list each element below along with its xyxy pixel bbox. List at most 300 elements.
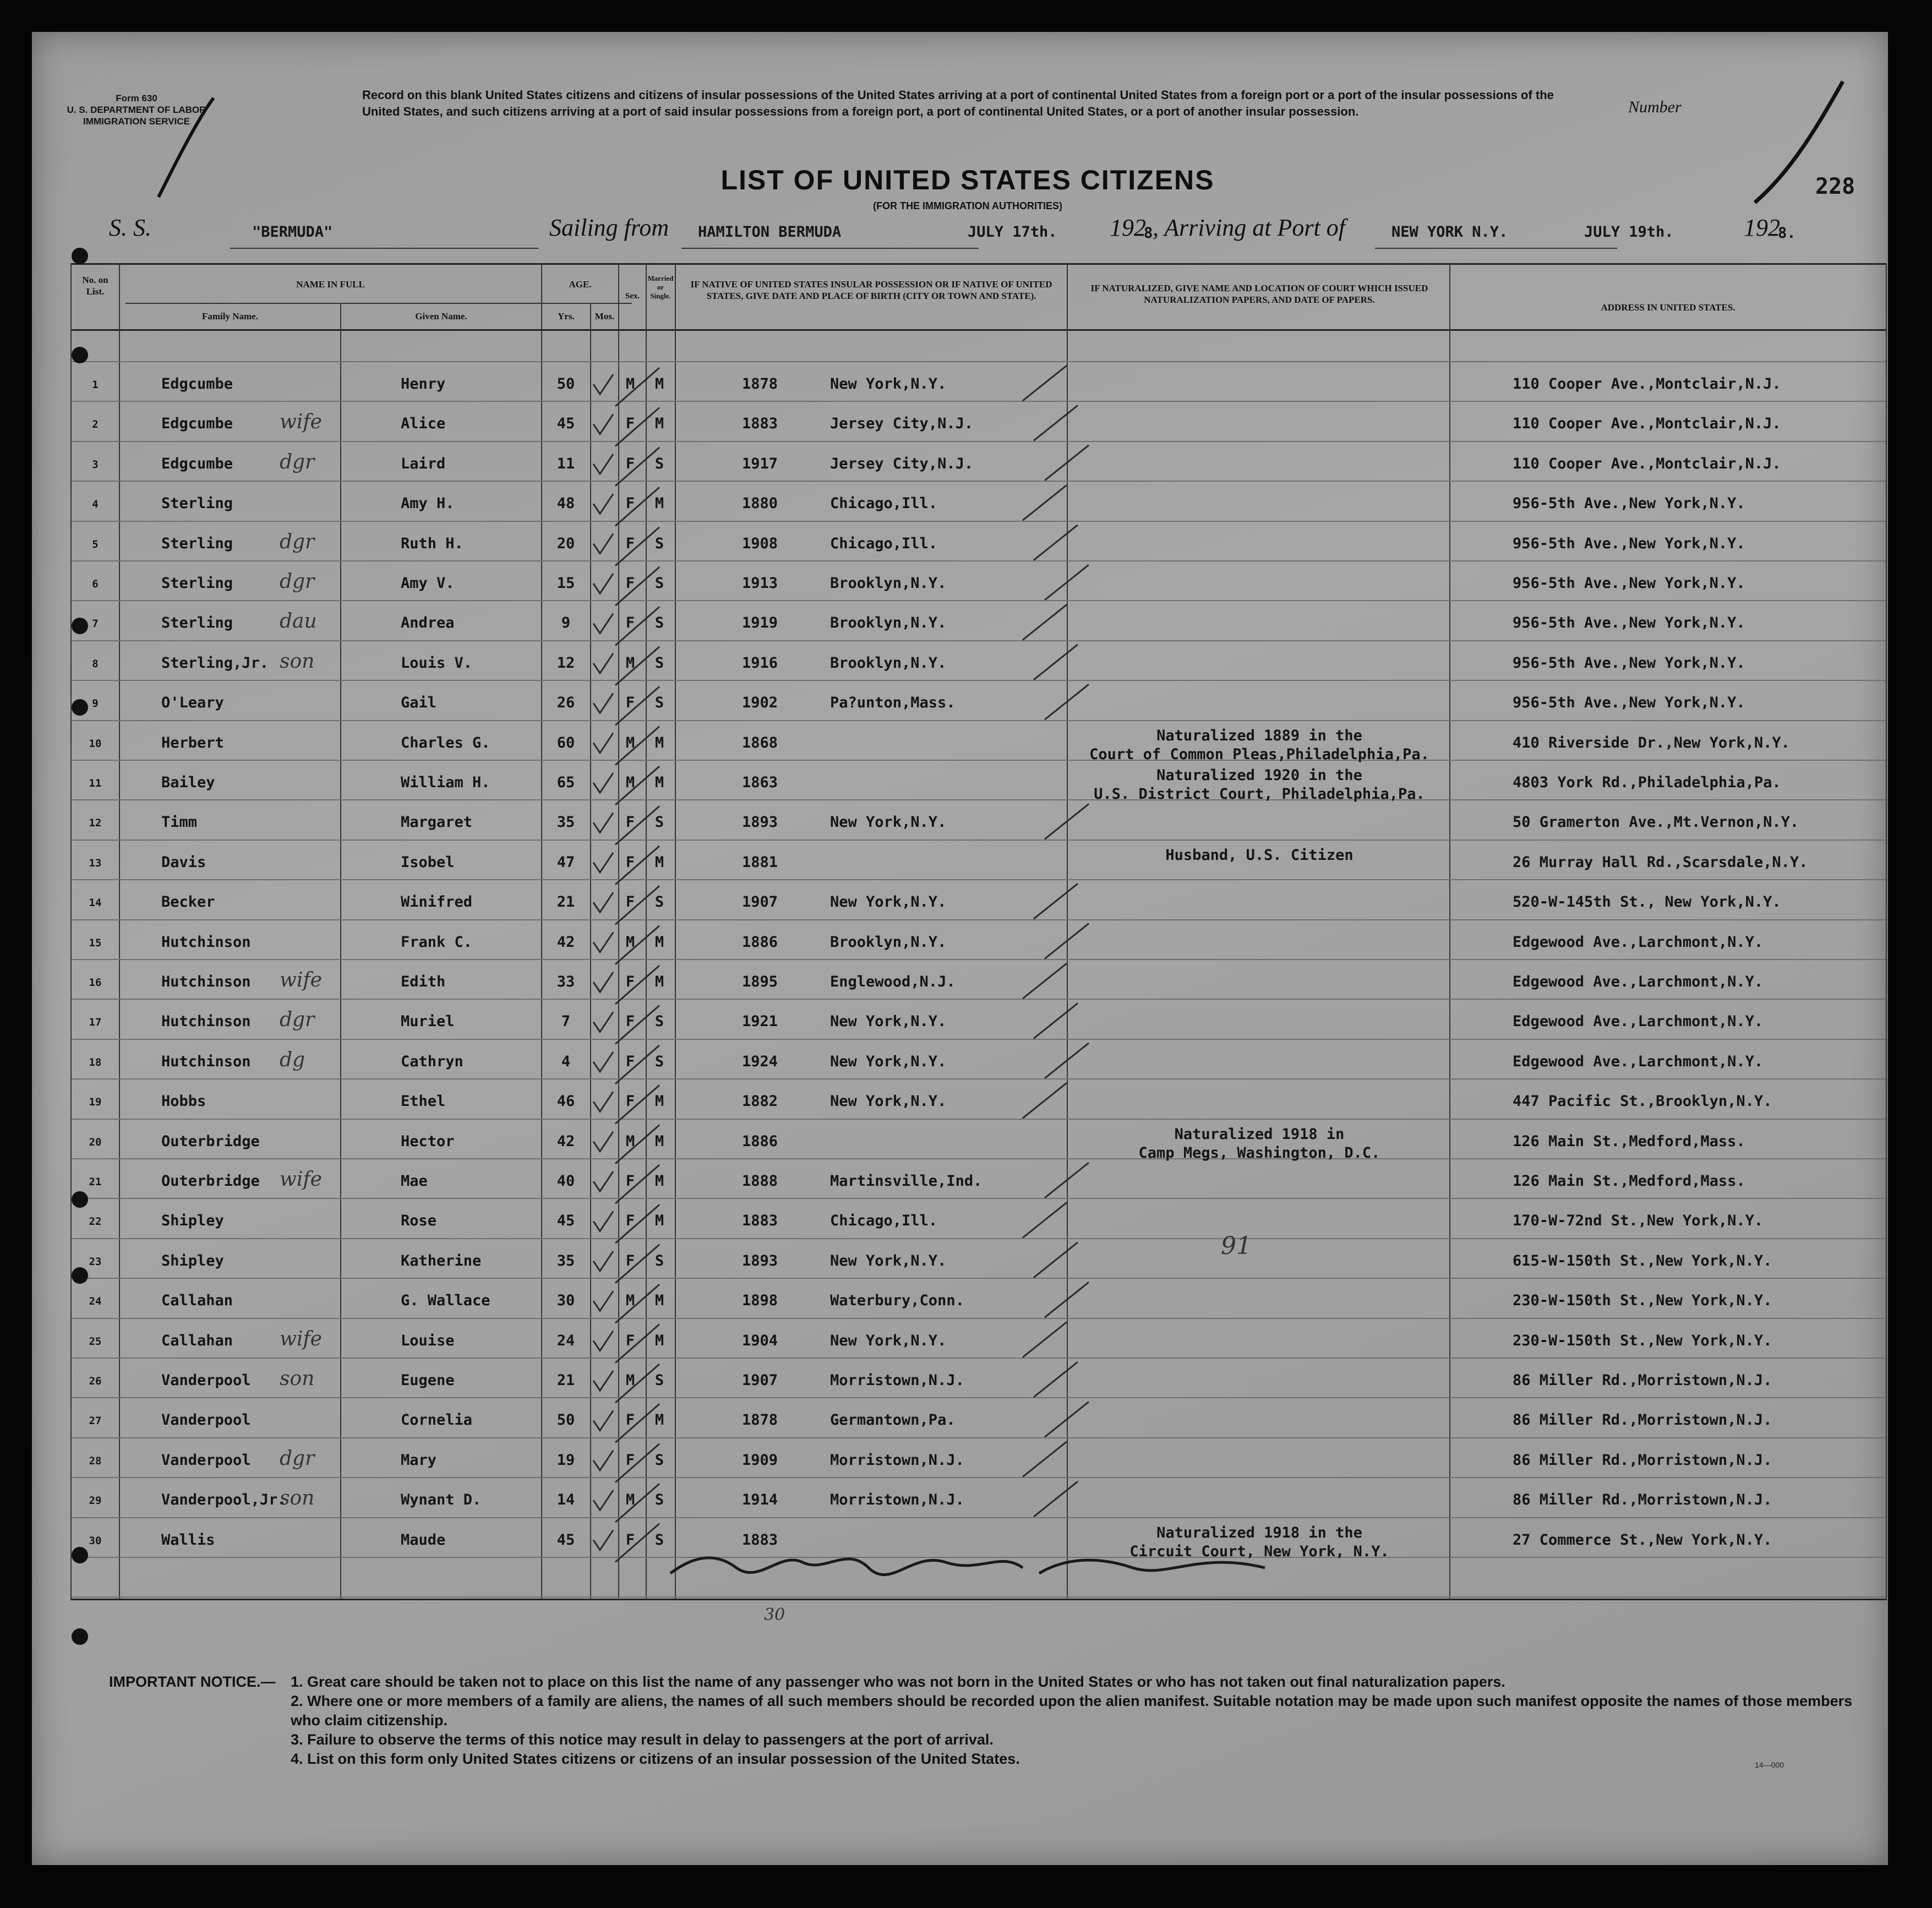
cell-no: 1 <box>92 379 99 391</box>
cell-year: 1883 <box>742 1212 778 1230</box>
cell-given: Hector <box>401 1132 455 1150</box>
verify-slash <box>1023 1202 1067 1238</box>
cell-family: Vanderpool <box>161 1451 251 1469</box>
check-mark <box>593 1012 613 1032</box>
cell-sex: M <box>625 375 635 392</box>
cell-address: 26 Murray Hall Rd.,Scarsdale,N.Y. <box>1513 853 1808 871</box>
header-married: Married or Single. <box>647 274 674 300</box>
verify-slash <box>1034 1362 1078 1397</box>
handwritten-relation-note: wife <box>280 1327 322 1350</box>
tally-slash <box>615 966 659 1004</box>
verify-slash <box>1045 924 1089 959</box>
cell-family: Callahan <box>161 1292 233 1310</box>
cell-place: Jersey City,N.J. <box>830 455 974 472</box>
binder-hole <box>72 347 88 363</box>
verify-slash <box>1023 1442 1067 1477</box>
cell-given: Mae <box>401 1173 428 1190</box>
cell-place: Brooklyn,N.Y. <box>830 654 947 672</box>
cell-no: 7 <box>92 618 99 630</box>
cell-place: Brooklyn,N.Y. <box>830 614 947 632</box>
cell-sex: M <box>625 1491 635 1509</box>
cell-given: Laird <box>401 455 446 472</box>
header-mos: Mos. <box>594 311 615 321</box>
cell-year: 1902 <box>742 694 778 712</box>
cell-place: Germantown,Pa. <box>830 1411 956 1429</box>
cell-family: Hutchinson <box>161 973 251 990</box>
cell-sex: F <box>625 455 635 472</box>
page-title: LIST OF UNITED STATES CITIZENS <box>721 165 1215 195</box>
tally-slash <box>615 1364 659 1403</box>
cell-family: Hutchinson <box>161 1053 251 1070</box>
check-mark <box>593 653 613 673</box>
cell-family: Becker <box>161 893 215 911</box>
cell-sex: M <box>625 1132 635 1150</box>
cell-family: Vanderpool <box>161 1372 251 1389</box>
header-family-name: Family Name. <box>202 311 258 321</box>
cell-sex: M <box>625 774 635 791</box>
cell-year: 1924 <box>742 1053 778 1070</box>
naturalization-line-1: Naturalized 1889 in the <box>1156 727 1362 744</box>
tally-slash <box>615 527 659 566</box>
check-mark <box>593 454 613 474</box>
cell-age: 11 <box>556 455 575 472</box>
cell-family: Sterling <box>161 535 233 552</box>
check-mark <box>593 574 613 593</box>
header-age: AGE. <box>569 279 592 290</box>
cell-sex: F <box>625 1411 635 1429</box>
cell-sex: M <box>625 1292 635 1310</box>
cell-year: 1880 <box>742 495 778 513</box>
naturalization-line-1: Naturalized 1920 in the <box>1156 767 1362 784</box>
cell-sex: F <box>625 415 635 433</box>
handwritten-relation-note: dgr <box>280 1008 315 1032</box>
cell-given: Frank C. <box>401 933 473 951</box>
verify-slash <box>1034 1003 1078 1038</box>
cell-age: 60 <box>556 734 575 751</box>
cell-sex: F <box>625 1013 635 1031</box>
cell-year: 1919 <box>742 614 778 632</box>
cell-given: Edith <box>401 973 446 990</box>
cell-place: New York,N.Y. <box>830 1093 947 1110</box>
cell-address: 126 Main St.,Medford,Mass. <box>1513 1173 1745 1190</box>
cell-address: 230-W-150th St.,New York,N.Y. <box>1513 1292 1772 1310</box>
cell-place: Morristown,N.J. <box>830 1451 964 1469</box>
cell-ms: M <box>654 495 664 513</box>
cell-no: 19 <box>89 1096 102 1109</box>
cell-family: Sterling <box>161 575 233 592</box>
cell-age: 40 <box>556 1173 575 1190</box>
cell-sex: F <box>625 893 635 911</box>
cell-year: 1909 <box>742 1451 778 1469</box>
cell-year: 1916 <box>742 654 778 672</box>
cell-address: 4803 York Rd.,Philadelphia,Pa. <box>1513 774 1781 791</box>
cell-given: Eugene <box>401 1372 455 1389</box>
tally-slash <box>615 806 659 844</box>
binder-hole <box>72 1191 88 1208</box>
tally-slash <box>615 1045 659 1084</box>
naturalization-line-2: U.S. District Court, Philadelphia,Pa. <box>1094 786 1425 803</box>
cell-ms: S <box>654 1013 664 1031</box>
tally-slash <box>615 1404 659 1442</box>
cell-given: Charles G. <box>401 734 490 751</box>
cell-address: 170-W-72nd St.,New York,N.Y. <box>1513 1212 1764 1230</box>
verify-slash <box>1023 963 1067 999</box>
check-mark <box>593 972 613 992</box>
handwritten-relation-note: son <box>280 650 315 673</box>
tally-slash <box>615 1005 659 1044</box>
cell-year: 1907 <box>742 1372 778 1389</box>
cell-place: Chicago,Ill. <box>830 1212 938 1230</box>
cell-no: 6 <box>92 578 99 590</box>
verify-slash <box>1045 445 1089 481</box>
arrival-year-prefix: 192 <box>1744 214 1780 241</box>
cell-given: Amy V. <box>401 575 455 592</box>
tally-slash <box>615 1085 659 1124</box>
cell-address: 447 Pacific St.,Brooklyn,N.Y. <box>1513 1093 1772 1110</box>
cell-no: 13 <box>89 857 102 869</box>
cell-ms: S <box>654 1531 664 1549</box>
cell-family: Timm <box>161 814 198 831</box>
page-number: 228 <box>1815 174 1855 199</box>
important-notice <box>109 1672 1870 1769</box>
cell-place: Chicago,Ill. <box>830 495 938 513</box>
cell-ms: S <box>654 654 664 672</box>
binder-hole <box>72 248 88 264</box>
cell-sex: F <box>625 1173 635 1190</box>
handwritten-relation-note: dg <box>280 1048 305 1071</box>
cell-sex: F <box>625 614 635 632</box>
cell-age: 7 <box>561 1013 571 1031</box>
cell-sex: F <box>625 973 635 990</box>
cell-ms: S <box>654 1491 664 1509</box>
from-port: HAMILTON BERMUDA <box>698 223 842 241</box>
handwritten-relation-note: dgr <box>280 530 315 553</box>
handwritten-relation-note: wife <box>280 969 322 991</box>
sail-date: JULY 17th. <box>968 223 1057 241</box>
check-mark <box>593 494 613 514</box>
tally-slash <box>615 407 659 446</box>
cell-given: Andrea <box>401 614 455 632</box>
cell-year: 1886 <box>742 1132 778 1150</box>
cell-age: 45 <box>556 1531 575 1549</box>
tally-slash <box>615 1524 659 1562</box>
cell-ms: S <box>654 893 664 911</box>
tally-slash <box>615 1284 659 1323</box>
cell-age: 9 <box>561 614 571 632</box>
cell-given: G. Wallace <box>401 1292 490 1310</box>
verify-slash <box>1023 485 1067 520</box>
cell-place: Chicago,Ill. <box>830 535 938 552</box>
cell-given: Louise <box>401 1332 455 1349</box>
cell-address: 86 Miller Rd.,Morristown,N.J. <box>1513 1372 1772 1389</box>
check-mark <box>593 1171 613 1191</box>
sail-year-digit: 8 <box>1144 225 1153 242</box>
cell-no: 27 <box>89 1415 102 1427</box>
handwritten-relation-note: dgr <box>280 570 315 593</box>
cell-ms: S <box>654 614 664 632</box>
handwritten-marks <box>32 32 1888 1628</box>
cell-given: Rose <box>401 1212 437 1230</box>
cell-age: 42 <box>556 1132 575 1150</box>
header-address: ADDRESS IN UNITED STATES. <box>1601 302 1735 313</box>
cell-age: 42 <box>556 933 575 951</box>
cell-ms: M <box>654 734 664 751</box>
header-yrs: Yrs. <box>558 311 575 321</box>
cell-year: 1878 <box>742 1411 778 1429</box>
cell-no: 30 <box>89 1534 102 1547</box>
cell-ms: M <box>654 415 664 433</box>
cell-address: 956-5th Ave.,New York,N.Y. <box>1513 694 1745 712</box>
naturalization-line-1: Husband, U.S. Citizen <box>1165 846 1354 864</box>
tally-slash <box>615 926 659 964</box>
form-number: Form 630 <box>116 93 157 103</box>
cell-ms: S <box>654 694 664 712</box>
cell-age: 45 <box>556 415 575 433</box>
verify-slash <box>1045 1043 1089 1078</box>
cell-address: 956-5th Ave.,New York,N.Y. <box>1513 654 1745 672</box>
cell-age: 50 <box>556 1411 575 1429</box>
cell-sex: F <box>625 535 635 552</box>
cell-ms: S <box>654 814 664 831</box>
cell-family: Hutchinson <box>161 1013 251 1031</box>
cell-given: Wynant D. <box>401 1491 482 1509</box>
tally-slash <box>615 1484 659 1522</box>
cell-sex: F <box>625 1053 635 1070</box>
cell-given: Gail <box>401 694 437 712</box>
cell-address: Edgewood Ave.,Larchmont,N.Y. <box>1513 1053 1764 1070</box>
cell-address: 615-W-150th St.,New York,N.Y. <box>1513 1252 1772 1269</box>
header-given-name: Given Name. <box>415 311 467 321</box>
handwritten-relation-note: wife <box>280 411 322 434</box>
check-mark <box>593 693 613 713</box>
sail-year-prefix: 192 <box>1110 214 1146 241</box>
tally-slash <box>615 1245 659 1283</box>
check-mark <box>593 414 613 434</box>
tally-slash <box>615 846 659 885</box>
cell-no: 8 <box>92 657 99 670</box>
cell-given: Ruth H. <box>401 535 463 552</box>
ship-name: "BERMUDA" <box>252 223 333 241</box>
cell-given: Katherine <box>401 1252 482 1269</box>
check-mark <box>593 374 613 394</box>
tally-slash <box>615 686 659 725</box>
cell-no: 29 <box>89 1495 102 1507</box>
check-mark <box>593 1410 613 1430</box>
cell-ms: M <box>654 973 664 990</box>
tally-slash <box>615 1165 659 1203</box>
cell-year: 1886 <box>742 933 778 951</box>
tally-slash <box>615 886 659 924</box>
cell-age: 20 <box>556 535 575 552</box>
cell-year: 1917 <box>742 455 778 472</box>
check-mark <box>593 1092 613 1111</box>
arrival-date: JULY 19th. <box>1584 223 1674 241</box>
cell-ms: M <box>654 1173 664 1190</box>
cell-year: 1863 <box>742 774 778 791</box>
tally-slash <box>615 1125 659 1164</box>
cell-given: Cornelia <box>401 1411 473 1429</box>
check-mark <box>593 1371 613 1391</box>
cell-age: 14 <box>556 1491 575 1509</box>
naturalization-line-2: Circuit Court, New York, N.Y. <box>1129 1542 1389 1560</box>
cell-age: 30 <box>556 1292 575 1310</box>
verify-slash <box>1034 1481 1078 1517</box>
verify-slash <box>1023 604 1067 640</box>
cell-address: 86 Miller Rd.,Morristown,N.J. <box>1513 1411 1772 1429</box>
cell-place: Morristown,N.J. <box>830 1491 964 1509</box>
cell-sex: F <box>625 814 635 831</box>
cell-age: 48 <box>556 495 575 513</box>
cell-no: 17 <box>89 1016 102 1029</box>
notice-heading: IMPORTANT NOTICE.— <box>109 1673 276 1690</box>
cell-year: 1898 <box>742 1292 778 1310</box>
cell-family: Outerbridge <box>161 1173 260 1190</box>
notice-item-3: 3. Failure to observe the terms of this notice may result in delay to passengers at the port of arrival. <box>291 1731 994 1748</box>
cell-address: 956-5th Ave.,New York,N.Y. <box>1513 495 1745 513</box>
cell-address: 110 Cooper Ave.,Montclair,N.J. <box>1513 375 1781 392</box>
cell-age: 24 <box>556 1332 575 1349</box>
check-mark <box>593 1451 613 1470</box>
cell-address: 50 Gramerton Ave.,Mt.Vernon,N.Y. <box>1513 814 1799 831</box>
cell-family: Outerbridge <box>161 1132 260 1150</box>
cell-given: Amy H. <box>401 495 455 513</box>
binder-hole <box>72 618 88 634</box>
cell-no: 9 <box>92 697 99 710</box>
check-mark <box>593 773 613 793</box>
cell-no: 18 <box>89 1056 102 1069</box>
cell-family: Hobbs <box>161 1093 206 1110</box>
cell-year: 1881 <box>742 853 778 871</box>
check-mark <box>593 733 613 753</box>
cell-ms: M <box>654 774 664 791</box>
cell-ms: M <box>654 375 664 392</box>
cell-year: 1868 <box>742 734 778 751</box>
number-label: Number <box>1628 98 1682 116</box>
cell-address: 27 Commerce St.,New York,N.Y. <box>1513 1531 1772 1549</box>
check-mark <box>593 613 613 633</box>
tally-slash <box>615 647 659 685</box>
cell-address: 110 Cooper Ave.,Montclair,N.J. <box>1513 455 1781 472</box>
cell-address: Edgewood Ave.,Larchmont,N.Y. <box>1513 973 1764 990</box>
cell-family: Edgcumbe <box>161 375 233 392</box>
cell-place: New York,N.Y. <box>830 375 947 392</box>
verify-slash <box>1045 804 1089 839</box>
cell-year: 1878 <box>742 375 778 392</box>
cell-age: 12 <box>556 654 575 672</box>
cell-no: 20 <box>89 1136 102 1148</box>
verify-slash <box>1034 525 1078 560</box>
header-naturalized: IF NATURALIZED, GIVE NAME AND LOCATION OF COURT WHICH ISSUED NATURALIZATION PAPERS, AND DATE OF PAPERS. <box>1090 283 1428 305</box>
cell-age: 46 <box>556 1093 575 1110</box>
cell-sex: M <box>625 654 635 672</box>
tally-slash <box>615 1444 659 1482</box>
verify-slash <box>1023 1322 1067 1358</box>
cell-given: Margaret <box>401 814 473 831</box>
cell-no: 24 <box>89 1295 102 1308</box>
cell-age: 35 <box>556 1252 575 1269</box>
cell-no: 14 <box>89 897 102 909</box>
cell-place: New York,N.Y. <box>830 1013 947 1031</box>
cell-no: 2 <box>92 418 99 431</box>
verify-slash <box>1034 645 1078 680</box>
cell-place: Morristown,N.J. <box>830 1372 964 1389</box>
cell-ms: M <box>654 853 664 871</box>
tally-slash <box>615 448 659 486</box>
cell-given: Henry <box>401 375 446 392</box>
check-mark <box>593 1132 613 1152</box>
cell-given: Maude <box>401 1531 446 1549</box>
cell-year: 1883 <box>742 415 778 433</box>
verify-slash <box>1045 565 1089 600</box>
handwritten-bottom-number: 30 <box>764 1605 785 1624</box>
check-mark <box>593 892 613 912</box>
cell-family: O'Leary <box>161 694 224 712</box>
check-mark <box>593 933 613 952</box>
cell-family: Shipley <box>161 1212 224 1230</box>
page-subtitle: (FOR THE IMMIGRATION AUTHORITIES) <box>873 200 1062 211</box>
cell-family: Sterling,Jr. <box>161 654 269 672</box>
cell-no: 22 <box>89 1215 102 1228</box>
cell-sex: F <box>625 1093 635 1110</box>
cell-sex: F <box>625 495 635 513</box>
binder-hole <box>72 1628 88 1645</box>
check-mark <box>593 1291 613 1311</box>
cell-family: Shipley <box>161 1252 224 1269</box>
cell-no: 3 <box>92 458 99 471</box>
naturalization-line-1: Naturalized 1918 in the <box>1156 1524 1362 1541</box>
cell-ms: M <box>654 933 664 951</box>
naturalization-line-1: Naturalized 1918 in <box>1174 1125 1345 1143</box>
cell-family: Herbert <box>161 734 224 751</box>
cell-address: 410 Riverside Dr.,New York,N.Y. <box>1513 734 1790 751</box>
cell-address: 520-W-145th St., New York,N.Y. <box>1513 893 1781 911</box>
cell-year: 1921 <box>742 1013 778 1031</box>
check-mark <box>593 1530 613 1550</box>
check-mark <box>593 1251 613 1271</box>
cell-family: Callahan <box>161 1332 233 1349</box>
cell-age: 45 <box>556 1212 575 1230</box>
inspector-signature <box>670 1558 1265 1575</box>
cell-ms: M <box>654 1292 664 1310</box>
check-mark <box>593 534 613 554</box>
check-mark <box>593 1211 613 1231</box>
cell-place: Pa?unton,Mass. <box>830 694 956 712</box>
verify-slash <box>1045 1282 1089 1317</box>
cell-place: New York,N.Y. <box>830 1252 947 1269</box>
arrival-port: NEW YORK N.Y. <box>1391 223 1508 241</box>
cell-age: 50 <box>556 375 575 392</box>
tally-slash <box>615 567 659 606</box>
cell-given: Alice <box>401 415 446 433</box>
cell-sex: F <box>625 694 635 712</box>
cell-age: 21 <box>556 1372 575 1389</box>
cell-sex: F <box>625 1252 635 1269</box>
cell-address: Edgewood Ave.,Larchmont,N.Y. <box>1513 1013 1764 1031</box>
handwritten-relation-note: dgr <box>280 450 315 473</box>
notice-item-4: 4. List on this form only United States citizens or citizens of an insular possession of the United States. <box>291 1751 1020 1767</box>
cell-ms: M <box>654 1212 664 1230</box>
cell-family: Edgcumbe <box>161 415 233 433</box>
verify-slash <box>1023 366 1067 401</box>
cell-sex: M <box>625 933 635 951</box>
cell-address: 126 Main St.,Medford,Mass. <box>1513 1132 1745 1150</box>
cell-family: Sterling <box>161 495 233 513</box>
cell-place: Jersey City,N.J. <box>830 415 974 433</box>
tally-slash <box>615 766 659 805</box>
cell-family: Edgcumbe <box>161 455 233 472</box>
handwritten-relation-note: wife <box>280 1168 322 1191</box>
cell-year: 1914 <box>742 1491 778 1509</box>
